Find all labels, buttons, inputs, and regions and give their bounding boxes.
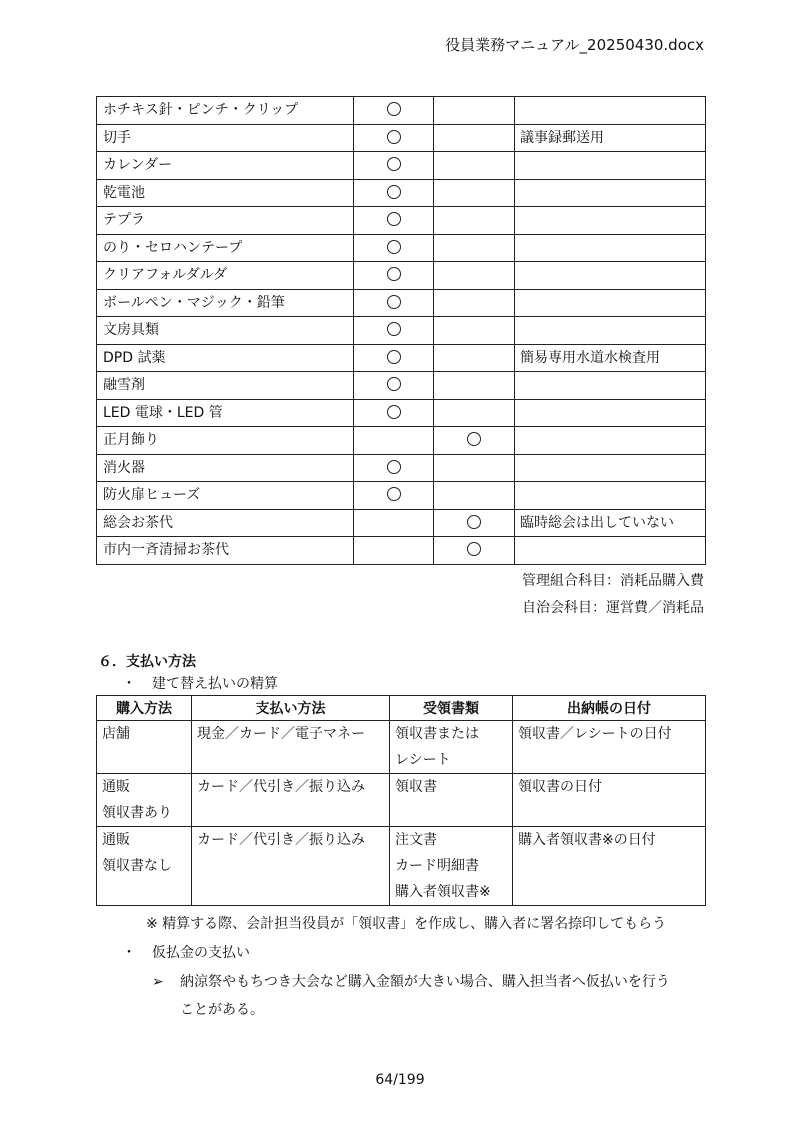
subject-jichi: 自治会科目：運営費／消耗品 <box>522 600 704 616</box>
ledger-date-cell <box>513 774 706 827</box>
received-documents-line: カード明細書 <box>395 858 479 874</box>
jichi-mark-cell <box>434 537 515 565</box>
circle-mark-icon <box>387 102 401 116</box>
kanri-mark-cell <box>354 372 434 400</box>
received-documents-line: 注文書 <box>395 832 437 848</box>
subject-kanri: 管理組合科目：消耗品購入費 <box>522 573 704 589</box>
circle-mark-icon <box>387 185 401 199</box>
received-documents-line: 領収書 <box>395 779 437 795</box>
circle-mark-icon <box>467 515 481 529</box>
circle-mark-icon <box>387 350 401 364</box>
received-documents-line: 領収書または <box>395 726 479 742</box>
table-row <box>97 234 706 262</box>
received-documents-cell <box>390 721 513 774</box>
circle-mark-icon <box>387 295 401 309</box>
jichi-mark-cell <box>434 97 515 125</box>
item-note <box>515 454 706 482</box>
purchase-method-line: 通販 <box>102 779 130 795</box>
table-row <box>97 289 706 317</box>
circle-mark-icon <box>387 267 401 281</box>
item-name: 消火器 <box>97 454 354 482</box>
table-row <box>97 372 706 400</box>
item-note <box>515 262 706 290</box>
jichi-mark-cell <box>434 289 515 317</box>
jichi-mark-cell <box>434 454 515 482</box>
item-name: ボールペン・マジック・鉛筆 <box>97 289 354 317</box>
bullet-dot: ・ <box>122 945 136 961</box>
bullet-reimbursement <box>122 673 278 693</box>
circle-mark-icon <box>387 322 401 336</box>
header-payment-method: 支払い方法 <box>192 696 390 721</box>
jichi-mark-cell <box>434 179 515 207</box>
header-purchase-method: 購入方法 <box>97 696 192 721</box>
table-row <box>97 179 706 207</box>
item-note <box>515 317 706 345</box>
jichi-mark-cell <box>434 372 515 400</box>
jichi-mark-cell <box>434 152 515 180</box>
item-name: 融雪剤 <box>97 372 354 400</box>
section-title: ６．支払い方法 <box>98 654 196 670</box>
item-note <box>515 152 706 180</box>
received-documents-line: レシート <box>395 752 451 768</box>
table-row <box>97 262 706 290</box>
kanri-mark-cell <box>354 234 434 262</box>
item-name: LED 電球・LED 管 <box>97 399 354 427</box>
circle-mark-icon <box>387 212 401 226</box>
circle-mark-icon <box>387 377 401 391</box>
ledger-date-line: 領収書の日付 <box>518 779 602 795</box>
table-row <box>97 427 706 455</box>
ledger-date-line: 購入者領収書※の日付 <box>518 832 656 848</box>
payment-method-cell <box>192 827 390 906</box>
kanri-mark-cell <box>354 454 434 482</box>
item-name: 正月飾り <box>97 427 354 455</box>
supply-table <box>96 96 706 565</box>
payment-table <box>96 695 706 906</box>
circle-mark-icon <box>467 542 481 556</box>
item-note <box>515 482 706 510</box>
payment-table-header <box>97 696 706 721</box>
received-documents-cell <box>390 827 513 906</box>
table-row <box>97 97 706 125</box>
kanri-mark-cell <box>354 537 434 565</box>
table-row <box>97 509 706 537</box>
item-note <box>515 537 706 565</box>
purchase-method-cell <box>97 774 192 827</box>
jichi-mark-cell <box>434 207 515 235</box>
jichi-mark-cell <box>434 262 515 290</box>
circle-mark-icon <box>387 157 401 171</box>
table-row <box>97 482 706 510</box>
item-name: 市内一斉清掃お茶代 <box>97 537 354 565</box>
item-name: カレンダー <box>97 152 354 180</box>
item-note <box>515 97 706 125</box>
bullet-advance <box>122 942 250 962</box>
item-name: 文房具類 <box>97 317 354 345</box>
item-note <box>515 234 706 262</box>
jichi-mark-cell <box>434 399 515 427</box>
kanri-mark-cell <box>354 509 434 537</box>
item-name: クリアフォルダルダ <box>97 262 354 290</box>
item-name: 総会お茶代 <box>97 509 354 537</box>
header-ledger-date: 出納帳の日付 <box>513 696 706 721</box>
jichi-mark-cell <box>434 482 515 510</box>
jichi-mark-cell <box>434 344 515 372</box>
purchase-method-line: 通販 <box>102 832 130 848</box>
received-documents-cell <box>390 774 513 827</box>
payment-method-line: 現金／カード／電子マネー <box>197 726 365 742</box>
ledger-date-cell <box>513 721 706 774</box>
circle-mark-icon <box>387 240 401 254</box>
payment-method-line: カード／代引き／振り込み <box>197 832 365 848</box>
item-note <box>515 207 706 235</box>
advance-detail-text: 納涼祭やもちつき大会など購入金額が大きい場合、購入担当者へ仮払いを行う <box>180 974 670 990</box>
item-note <box>515 427 706 455</box>
payment-method-line: カード／代引き／振り込み <box>197 779 365 795</box>
payment-method-cell <box>192 721 390 774</box>
bullet-dot: ・ <box>122 676 136 692</box>
table-row <box>97 827 706 906</box>
kanri-mark-cell <box>354 124 434 152</box>
circle-mark-icon <box>387 460 401 474</box>
purchase-method-line: 領収書あり <box>102 805 172 821</box>
kanri-mark-cell <box>354 152 434 180</box>
purchase-method-line: 領収書なし <box>102 858 172 874</box>
kanri-mark-cell <box>354 427 434 455</box>
circle-mark-icon <box>387 130 401 144</box>
purchase-method-cell <box>97 721 192 774</box>
jichi-mark-cell <box>434 234 515 262</box>
purchase-method-cell <box>97 827 192 906</box>
page-number: 64/199 <box>375 1072 425 1088</box>
item-note <box>515 289 706 317</box>
received-documents-line: 購入者領収書※ <box>395 884 491 900</box>
item-name: 切手 <box>97 124 354 152</box>
table-row <box>97 537 706 565</box>
item-name: ホチキス針・ピンチ・クリップ <box>97 97 354 125</box>
payment-method-cell <box>192 774 390 827</box>
header-received-documents: 受領書類 <box>390 696 513 721</box>
jichi-mark-cell <box>434 427 515 455</box>
circle-mark-icon <box>467 432 481 446</box>
circle-mark-icon <box>387 487 401 501</box>
bullet-text: 建て替え払いの精算 <box>152 676 278 692</box>
table-row <box>97 454 706 482</box>
arrow-bullet-icon: ➢ <box>152 974 164 990</box>
jichi-mark-cell <box>434 124 515 152</box>
item-name: 防火扉ヒューズ <box>97 482 354 510</box>
advance-detail-text-cont: ことがある。 <box>180 1002 264 1018</box>
item-note <box>515 179 706 207</box>
item-name: DPD 試薬 <box>97 344 354 372</box>
kanri-mark-cell <box>354 97 434 125</box>
table-row <box>97 317 706 345</box>
table-row <box>97 207 706 235</box>
item-note <box>515 372 706 400</box>
item-name: テプラ <box>97 207 354 235</box>
kanri-mark-cell <box>354 317 434 345</box>
table-row <box>97 344 706 372</box>
table-row <box>97 721 706 774</box>
kanri-mark-cell <box>354 482 434 510</box>
item-name: のり・セロハンテープ <box>97 234 354 262</box>
circle-mark-icon <box>387 405 401 419</box>
jichi-mark-cell <box>434 317 515 345</box>
item-note: 簡易専用水道水検査用 <box>515 344 706 372</box>
item-name: 乾電池 <box>97 179 354 207</box>
table-row <box>97 399 706 427</box>
purchase-method-line: 店舗 <box>102 726 130 742</box>
kanri-mark-cell <box>354 179 434 207</box>
item-note <box>515 399 706 427</box>
document-filename: 役員業務マニュアル_20250430.docx <box>445 36 704 54</box>
table-row <box>97 124 706 152</box>
ledger-date-line: 領収書／レシートの日付 <box>518 726 672 742</box>
table-row <box>97 152 706 180</box>
ledger-date-cell <box>513 827 706 906</box>
bullet-text: 仮払金の支払い <box>152 945 250 961</box>
jichi-mark-cell <box>434 509 515 537</box>
kanri-mark-cell <box>354 399 434 427</box>
kanri-mark-cell <box>354 344 434 372</box>
kanri-mark-cell <box>354 207 434 235</box>
item-note: 議事録郵送用 <box>515 124 706 152</box>
kanri-mark-cell <box>354 262 434 290</box>
item-note: 臨時総会は出していない <box>515 509 706 537</box>
advance-payment-detail <box>152 968 712 1024</box>
table-row <box>97 774 706 827</box>
kanri-mark-cell <box>354 289 434 317</box>
reimbursement-note: ※ 精算する際、会計担当役員が「領収書」を作成し、購入者に署名捺印してもらう <box>146 916 667 932</box>
